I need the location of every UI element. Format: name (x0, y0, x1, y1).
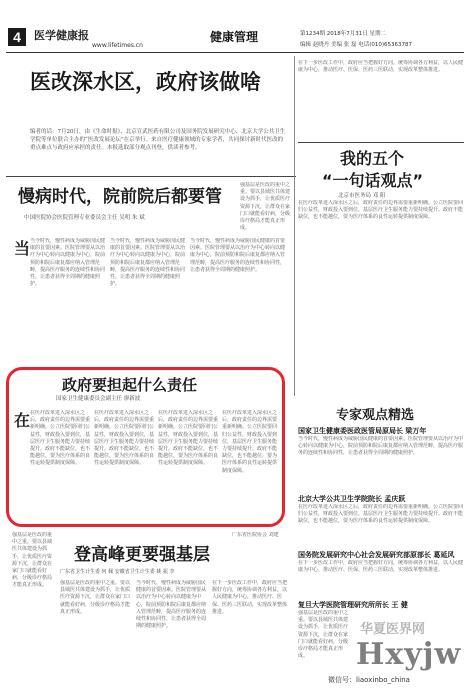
article-text: 当今时代，慢性病成为威胁国民健康的首要因素。医院管理要从以治疗为中心转向以健康为中心，院前预防和院后康复都应纳入管理范畴，提高医疗服务的连续性和协同性，让患者获得全周期的健康照护。 (190, 238, 286, 273)
side-column-text: 强基层是医改的重中之重。要以县域医共体建设为抓手，让优质医疗资源下沉，让群众在家门口就能看好病，分级诊疗格局才能真正形成。 (12, 532, 53, 589)
section-title: 健康管理 (210, 30, 259, 44)
divider (6, 176, 296, 177)
chronic-headline: 慢病时代，院前院后都要管 (18, 187, 222, 207)
article-text: 强基层是医改的重中之重。要以县域医共体建设为抓手，让优质医疗资源下沉，让群众在家门口就能看好病，分级诊疗格局才能真正形成。 (240, 182, 290, 232)
watermark-site: 华夏医界网 (360, 622, 426, 637)
article-text: 当今时代，慢性病成为威胁国民健康的首要因素。医院管理要从以治疗为中心转向以健康为中心，院前预防和院后康复都应纳入管理范畴，提高医疗服务的连续性和协同性，让患者获得全周期的健康照护。 (30, 238, 106, 288)
article-text: 强基层是医改的重中之重。要以县域医共体建设为抓手，让优质医疗资源下沉，让群众在家门口就能看好病，分级诊疗格局才能真正形成。 (60, 580, 131, 615)
expert-item: 国务院发展研究中心社会发展研究部原部长 葛延风 (298, 551, 455, 559)
watermark-logo: Hxyjw (356, 637, 462, 672)
five-views-headline-2: “一句话观点” (322, 171, 424, 190)
five-views-byline: 北京市医务局 邓 阳 (338, 193, 386, 199)
expert-item: 北京大学公共卫生学院院长 孟庆跃 (298, 495, 406, 503)
drop-cap: 在 (14, 411, 31, 430)
issue-info: 第1234期 2018年7月31日 星期二 (300, 31, 386, 37)
five-views-headline-1: 我的五个 (340, 149, 405, 168)
summit-byline: 广东省卫生计生委 何 佩 安徽省卫生计生委 姚 振 李 (60, 569, 175, 575)
page-number: 4 (8, 28, 26, 46)
article-text: 在医疗改革进入深水区之后，政府责任的边界需要重新明确。公立医院要回归公益性，财政投入要到位，基层医疗卫生服务能力要持续提升。政府不能缺位，也不能越位，要为医疗体系的良性运转提供制度保障。 (94, 410, 154, 467)
article-text: 当今时代，慢性病成为威胁国民健康的首要因素。医院管理要从以治疗为中心转向以健康为中心，院前预防和院后康复都应纳入管理范畴，提高医疗服务的连续性和协同性，让患者获得全周期的健康照护。 (110, 238, 186, 288)
website-url: www.lifetimes.cn (92, 42, 143, 49)
article-text: 在下一步医改工作中，政府应当把握好方向，统筹协调各方利益，以人民健康为中心，推动医疗、医保、医药三医联动，实现改革整体推进。 (298, 60, 464, 74)
summit-headline: 登高峰更要强基层 (74, 545, 210, 565)
article-text: 在医疗改革进入深水区之后，政府责任的边界需要重新明确。公立医院要回归公益性，财政投入要到位，基层医疗卫生服务能力要持续提升。政府不能缺位，也不能越位，要为医疗体系的良性运转提供制度保障。 (158, 410, 218, 467)
article-text: 强基层是医改的重中之重。要以县域医共体建设为抓手，让优质医疗资源下沉，让群众在家门口就能看好病，分级诊疗格局才能真正形成。 (298, 610, 349, 660)
masthead-rule (6, 52, 464, 53)
chronic-byline: 中国医院协会医院管理专业委员会主任 吴明 朱 斌 (24, 215, 145, 221)
newspaper-logo: 医学健康报 (34, 29, 89, 42)
article-text: 当今时代，慢性病成为威胁国民健康的首要因素。医院管理要从以治疗为中心转向以健康为中心，院前预防和院后康复都应纳入管理范畴，提高医疗服务的连续性和协同性，让患者获得全周期的健康照护。 (136, 580, 207, 630)
wechat-id: 微信号：liaoxinbo_china (328, 676, 410, 684)
editor-info: 编辑 赵晓丹 美编 张 磊 电话(010)65363787 (300, 42, 413, 48)
experts-headline: 专家观点精选 (336, 408, 415, 423)
drop-cap: 当 (14, 239, 31, 258)
editor-note: 编者的话：7月20日，由《生命时报》、北京宣武医药有限公司及国务院发展研究中心、北京大学公共卫生学院等单位联合主办的“医改发展论坛”在京举行。来自医疗健康领域的专家学者，共同探讨新时代医改的重点难点与政府应承担的责任。本报选取部分观点刊登，供读者参考。 (30, 129, 286, 151)
expert-item: 复旦大学医院管理研究所所长 王 健 (298, 601, 408, 609)
article-text: 在医疗改革进入深水区之后，政府责任的边界需要重新明确。公立医院要回归公益性，财政投入要到位，基层医疗卫生服务能力要持续提升。政府不能缺位，也不能越位，要为医疗体系的良性运转提供制度保障。 (298, 200, 464, 221)
article-text: 在医疗改革进入深水区之后，政府责任的边界需要重新明确。公立医院要回归公益性，财政投入要到位，基层医疗卫生服务能力要持续提升。政府不能缺位，也不能越位，要为医疗体系的良性运转提供制度保障。 (222, 410, 278, 474)
article-text: 在医疗改革进入深水区之后，政府责任的边界需要重新明确。公立医院要回归公益性，财政投入要到位，基层医疗卫生服务能力要持续提升。政府不能缺位，也不能越位，要为医疗体系的良性运转提供制度保障。 (298, 504, 464, 525)
column-rule (294, 56, 295, 396)
expert-item: 国家卫生健康委医政医管局原局长 梁万年 (298, 427, 427, 435)
article-text: 广东省医院协会 刘建 (232, 532, 279, 538)
government-headline: 政府要担起什么责任 (62, 376, 198, 394)
divider (298, 142, 464, 143)
government-byline: 国家卫生健康委员会副主任 廖新波 (56, 396, 141, 402)
article-text: 在下一步医改工作中，政府应当把握好方向，统筹协调各方利益，以人民健康为中心，推动医疗、医保、医药三医联动，实现改革整体推进。 (298, 560, 464, 574)
lead-headline: 医改深水区，政府该做啥 (30, 70, 261, 94)
article-text: 在医疗改革进入深水区之后，政府责任的边界需要重新明确。公立医院要回归公益性，财政投入要到位，基层医疗卫生服务能力要持续提升。政府不能缺位，也不能越位，要为医疗体系的良性运转提供制度保障。 (30, 410, 90, 467)
article-text: 当今时代，慢性病成为威胁国民健康的首要因素。医院管理要从以治疗为中心转向以健康为中心，院前预防和院后康复都应纳入管理范畴，提高医疗服务的连续性和协同性，让患者获得全周期的健康照护。 (298, 436, 464, 457)
article-text: 在下一步医改工作中，政府应当把握好方向，统筹协调各方利益，以人民健康为中心，推动医疗、医保、医药三医联动，实现改革整体推进。 (212, 580, 288, 615)
